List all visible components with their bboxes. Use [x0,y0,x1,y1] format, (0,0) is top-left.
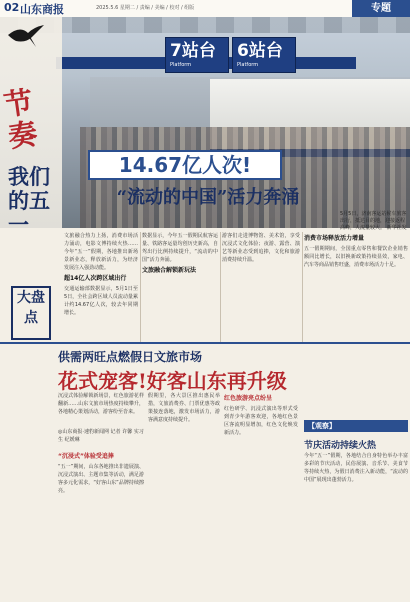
page-header [0,0,410,18]
platform-sign-en: Platform [237,62,259,68]
paper-name: 山东商报 [20,3,64,16]
section-tag: 专题 [352,0,410,17]
story1-body: 五一假期期间，全国重点零售和餐饮企业销售额同比增长，以旧换新政策持续显效，家电、汽车等商品销售旺盛，消费市场活力十足。 [304,246,408,268]
calligraphy-title: 节奏 [1,84,40,155]
story1-column-4 [304,232,408,342]
story1-body: 数据显示，今年五一假期民航客运量、铁路客运量均创历史新高，自驾出行比例持续提升，“流动的中国”活力奔涌。 [142,233,218,263]
story1-subheadline: “流动的中国”活力奔涌 [116,187,300,208]
sidebar-body: 今年“五一”假期，各地结合自身特色举办丰富多彩的节庆活动，民俗展演、音乐节、美食节等持续火热，为假日消费注入新动能，“流动的中国”展现出蓬勃活力。 [304,453,408,483]
left-column [0,17,62,342]
story1-section-heading: 超14亿人次跨区域出行 [64,275,127,282]
sidebar-tag: 【观察】 [304,420,408,432]
story1-headline: 14.67亿人次! [88,150,282,180]
section-divider [0,342,410,344]
story1-column-2 [142,232,218,342]
column-divider [220,232,221,342]
page-number: 02 [4,1,20,14]
badge-dapandian: 大盘点 [11,286,51,340]
story2-column-2 [148,392,220,600]
swallow-icon [6,21,46,51]
story1-lead: 文旅融合热力上扬，消费市场活力涌动，电影文博持续火热……今年“五一”假期，各地推出新场景新业态，释放新活力，为经济发展注入强劲动能。 [64,233,138,271]
platform-sign-number: 6站台 [237,41,283,61]
story1-section-heading: 文旅融合解锁新玩法 [142,267,197,274]
column-divider [302,232,303,342]
platform-sign-en: Platform [170,62,192,68]
platform-sign-7 [165,37,229,73]
platform-sign-6 [232,37,296,73]
photo-caption: 5月5日，济南客运站候车旅客出行，抵达目的地，迎接返程高峰，人流量较大。 新华社发 [340,211,407,231]
column-divider [140,232,141,342]
vertical-title: 我们的五一 [8,164,50,237]
story2-byline: ◎山东商报·速豹新闻网 记者 许馨 实习生 纪媛琳 [58,429,144,443]
story1-column-3 [222,232,300,342]
story2-column-1 [58,450,144,600]
story2-kicker: 供需两旺点燃假日文旅市场 [58,350,203,364]
story1-body: 游客们走进博物馆、美术馆，享受沉浸式文化体验；夜游、露营、演艺等新业态受到追捧，文化和旅游消费持续升温。 [222,233,300,263]
story2-body: “五一”期间，山东各地推出非遗展演、沉浸式演出、主题市集等活动，满足游客多元化需求，“好客山东”品牌持续擦亮。 [58,464,144,494]
story1-section-heading: 消费市场释放活力增量 [304,235,365,242]
story2-section-heading: 红色旅游亮点纷呈 [224,395,273,402]
story2-lead: 沉浸式体验解锁新场景，红色旅游花样翻新……山东文旅市场热度持续攀升，各地精心策划活动，游客纷至沓来。 [58,393,144,415]
story1-body: 交通运输部数据显示，5月1日至5日，全社会跨区域人员流动量累计约14.67亿人次，较去年同期增长。 [64,286,138,316]
story2-section-heading: “沉浸式”体验受追捧 [58,453,114,460]
story2-column-3 [224,392,298,600]
story2-body: 红色研学、沉浸式演出等形式受到青少年游客欢迎，各地红色景区客流明显增加，红色文化焕发新活力。 [224,406,298,436]
sidebar-title: 节庆活动持续火热 [304,441,377,451]
story1-column-1 [64,232,138,342]
story2-body: 假期里，各大景区推出惠民举措，文旅消费券、门票优惠等政策接连落地，激发市场活力，游客满意度持续提升。 [148,393,220,423]
issue-meta: 2025.5.6 星期二 / 责编 / 美编 / 校对 / 组版 [96,5,195,11]
story2-headline: 花式宠客!好客山东再升级 [58,369,287,393]
platform-sign-number: 7站台 [170,41,216,61]
